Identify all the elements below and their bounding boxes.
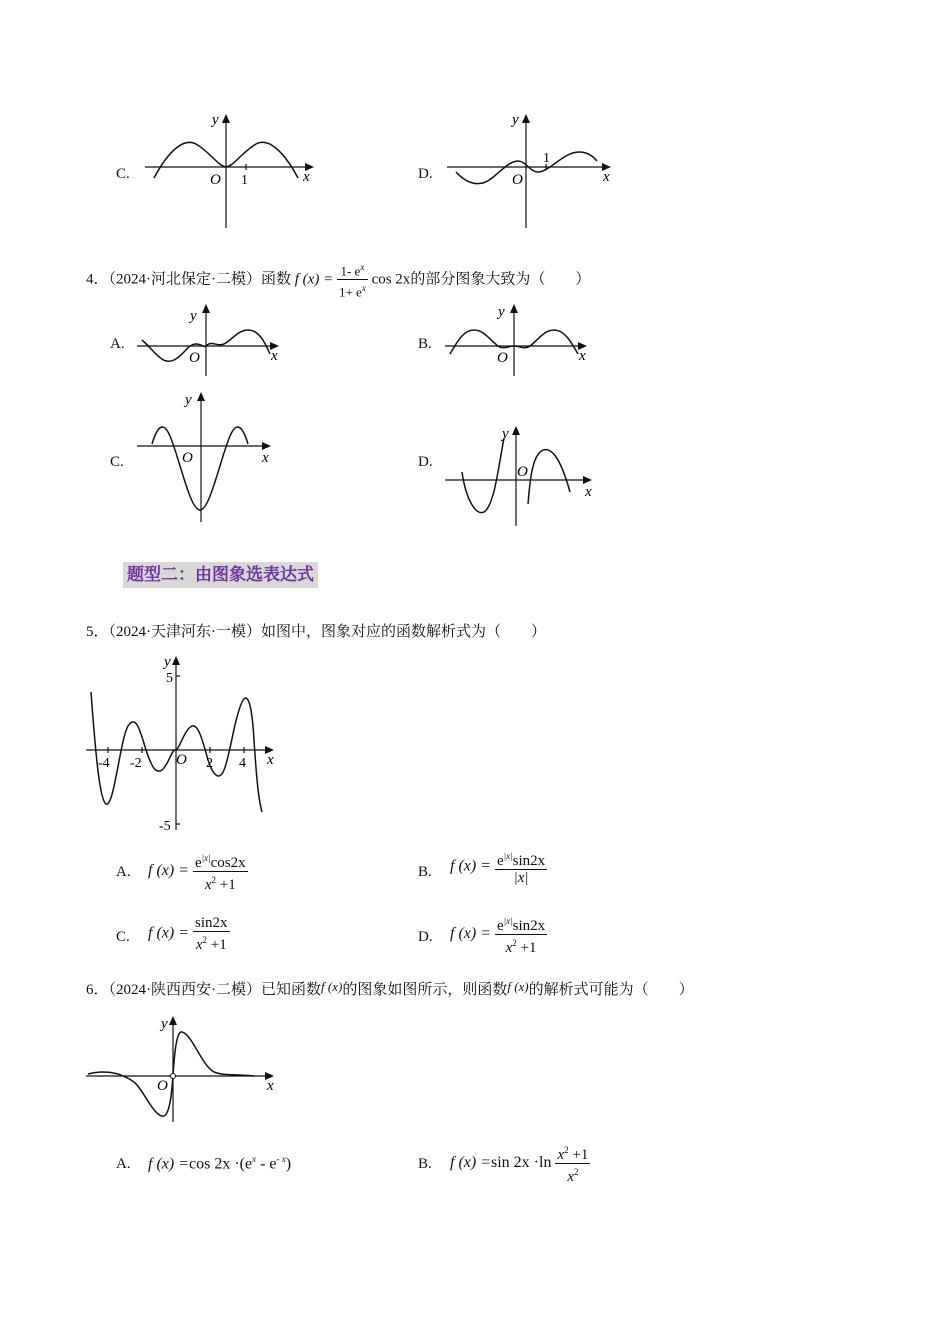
q6-number: 6． (86, 982, 109, 998)
q5b-lhs: f (x) = (450, 857, 491, 875)
q5d-lhs: f (x) = (450, 925, 491, 943)
q5-origin-label: O (176, 752, 187, 768)
q5d-num-sin: sin2x (512, 918, 546, 934)
q6-y-label: y (161, 1016, 168, 1032)
q5a-den-exp: 2 (211, 875, 217, 885)
q6-graph (84, 1010, 284, 1125)
q5-option-d-formula[interactable] (450, 913, 547, 956)
section-title: 题型二：由图象选表达式 (123, 562, 318, 588)
q3d-origin-label: O (512, 172, 523, 188)
q4d-x-label: x (585, 484, 592, 500)
q5a-den-x: x (204, 877, 212, 893)
q6b-num-x: x (557, 1147, 565, 1163)
q5c-lhs: f (x) = (148, 924, 189, 942)
q5a-num-e: e (195, 855, 202, 871)
q6-x-label: x (267, 1078, 274, 1094)
q6-fx-1: f (x) (321, 979, 343, 994)
q5-tick-minus4: -4 (98, 756, 110, 771)
q3d-x-label: x (603, 169, 610, 185)
q6-text-post: 的解析式可能为（ ） (528, 982, 694, 998)
q4a-origin-label: O (189, 350, 200, 366)
q5b-num-exp: |x| (503, 851, 513, 861)
q3-option-c-label[interactable]: C. (116, 166, 130, 182)
q4-graph-a (132, 300, 292, 380)
q4-source: （2024·河北保定·二模）函数 (108, 271, 292, 288)
q5-option-c-formula[interactable] (148, 915, 230, 953)
q4-question (86, 259, 590, 301)
q6a-exp2: - x (276, 1154, 286, 1164)
q4c-origin-label: O (182, 450, 193, 466)
q4-graph-c (132, 386, 282, 526)
q6b-den-x: x (567, 1169, 574, 1185)
q6-option-b-label[interactable]: B. (418, 1156, 432, 1172)
q5-option-a-formula[interactable] (148, 850, 248, 893)
q6b-expr: sin 2x ·ln (491, 1154, 552, 1172)
q4a-y-label: y (190, 308, 197, 324)
q4d-origin-label: O (517, 464, 528, 480)
q3c-tick-one: 1 (241, 173, 248, 188)
q5-tick-2: 2 (206, 756, 213, 771)
q4-fraction (337, 259, 368, 301)
q6b-lhs: f (x) = (450, 1154, 491, 1172)
q5d-den-exp: 2 (512, 938, 517, 948)
q4-cos: cos 2x (371, 271, 411, 288)
q5-question (86, 622, 546, 642)
q4-numerator: 1- e (340, 263, 361, 279)
q4d-y-label: y (502, 426, 509, 442)
q6a-mid: - e (256, 1155, 277, 1173)
q6-origin-label: O (157, 1078, 168, 1094)
q5c-den-exp: 2 (202, 935, 207, 945)
q5b-num-e: e (497, 853, 504, 869)
q4b-y-label: y (498, 304, 505, 320)
q6a-lhs: f (x) = (148, 1155, 189, 1173)
q5-option-b-label[interactable]: B. (418, 864, 432, 880)
q5d-fraction (495, 913, 547, 956)
q6a-close: ) (285, 1155, 292, 1173)
q5-number: 5． (86, 624, 109, 640)
q6b-den-exp: 2 (573, 1167, 579, 1177)
q5a-num-exp: |x| (201, 853, 211, 863)
q4-fx: f (x) = (294, 271, 334, 288)
q5d-den-plus1: +1 (516, 940, 537, 956)
q5b-fraction (495, 848, 547, 886)
q3c-x-label: x (303, 169, 310, 185)
q3-option-d-label[interactable]: D. (418, 166, 433, 182)
q5-tick-4: 4 (239, 756, 246, 771)
q4-number: 4． (86, 271, 109, 288)
q5a-lhs: f (x) = (148, 862, 189, 880)
q6a-exp1: x (252, 1154, 257, 1164)
q5-tick-minus2: -2 (130, 756, 142, 771)
q5-graph (84, 650, 284, 835)
q5c-fraction (193, 915, 230, 953)
q5b-den-absx: |x| (513, 870, 529, 886)
q6a-expr: cos 2x ·(e (189, 1155, 253, 1173)
q5d-den-x: x (505, 940, 513, 956)
q6-option-a-formula[interactable] (148, 1154, 291, 1173)
q5-tick-minus5: -5 (159, 819, 171, 834)
q5b-num-sin: sin2x (512, 853, 546, 869)
q5c-num: sin2x (195, 915, 228, 931)
q5-option-a-label[interactable]: A. (116, 864, 131, 880)
q6-fx-2: f (x) (507, 979, 529, 994)
q3c-y-label: y (212, 112, 219, 128)
q4-option-d-label[interactable]: D. (418, 454, 433, 470)
q4-option-a-label[interactable]: A. (110, 336, 125, 352)
q5-text: （2024·天津河东·一模）如图中，图象对应的函数解析式为（ ） (108, 624, 547, 640)
q5-x-label: x (267, 752, 274, 768)
q4c-y-label: y (185, 392, 192, 408)
q5-y-label: y (164, 654, 171, 670)
q4-graph-d (440, 420, 605, 530)
q5d-num-exp: |x| (503, 916, 513, 926)
q5c-den-x: x (195, 937, 203, 953)
q4b-x-label: x (579, 348, 586, 364)
q4-graph-b (440, 300, 600, 380)
q6b-num-plus1: +1 (568, 1147, 589, 1163)
q4-option-c-label[interactable]: C. (110, 454, 124, 470)
q5a-num-cos: cos2x (210, 855, 246, 871)
q5-option-c-label[interactable]: C. (116, 929, 130, 945)
q6b-fraction (555, 1142, 590, 1185)
q4-option-b-label[interactable]: B. (418, 336, 432, 352)
q5a-den-plus1: +1 (216, 877, 236, 893)
q6-question (86, 977, 694, 1000)
q4-denominator: 1+ e (338, 284, 362, 300)
q4-den-exp: x (361, 283, 366, 294)
q5c-den-plus1: +1 (206, 937, 227, 953)
q4-num-exp: x (360, 262, 365, 272)
q5-option-b-formula[interactable] (450, 848, 547, 886)
q3-graph-d (442, 108, 622, 233)
q6-text-mid: 的图象如图所示，则函数 (342, 982, 508, 998)
q5-option-d-label[interactable]: D. (418, 929, 433, 945)
q3d-y-label: y (512, 112, 519, 128)
q6-option-a-label[interactable]: A. (116, 1156, 131, 1172)
q5-tick-5: 5 (166, 671, 173, 686)
q6-option-b-formula[interactable] (450, 1142, 590, 1185)
q4a-x-label: x (271, 348, 278, 364)
q6b-num-exp: 2 (564, 1145, 569, 1155)
q3d-tick-one: 1 (543, 151, 550, 166)
q6-text-pre: （2024·陕西西安·二模）已知函数 (108, 982, 322, 998)
q5a-fraction (193, 850, 248, 893)
q4c-x-label: x (262, 450, 269, 466)
q3-graph-c (140, 108, 320, 233)
q5d-num-e: e (497, 918, 504, 934)
q3c-origin-label: O (210, 172, 221, 188)
q4b-origin-label: O (497, 350, 508, 366)
q4-suffix: 的部分图象大致为（ ） (410, 271, 591, 288)
